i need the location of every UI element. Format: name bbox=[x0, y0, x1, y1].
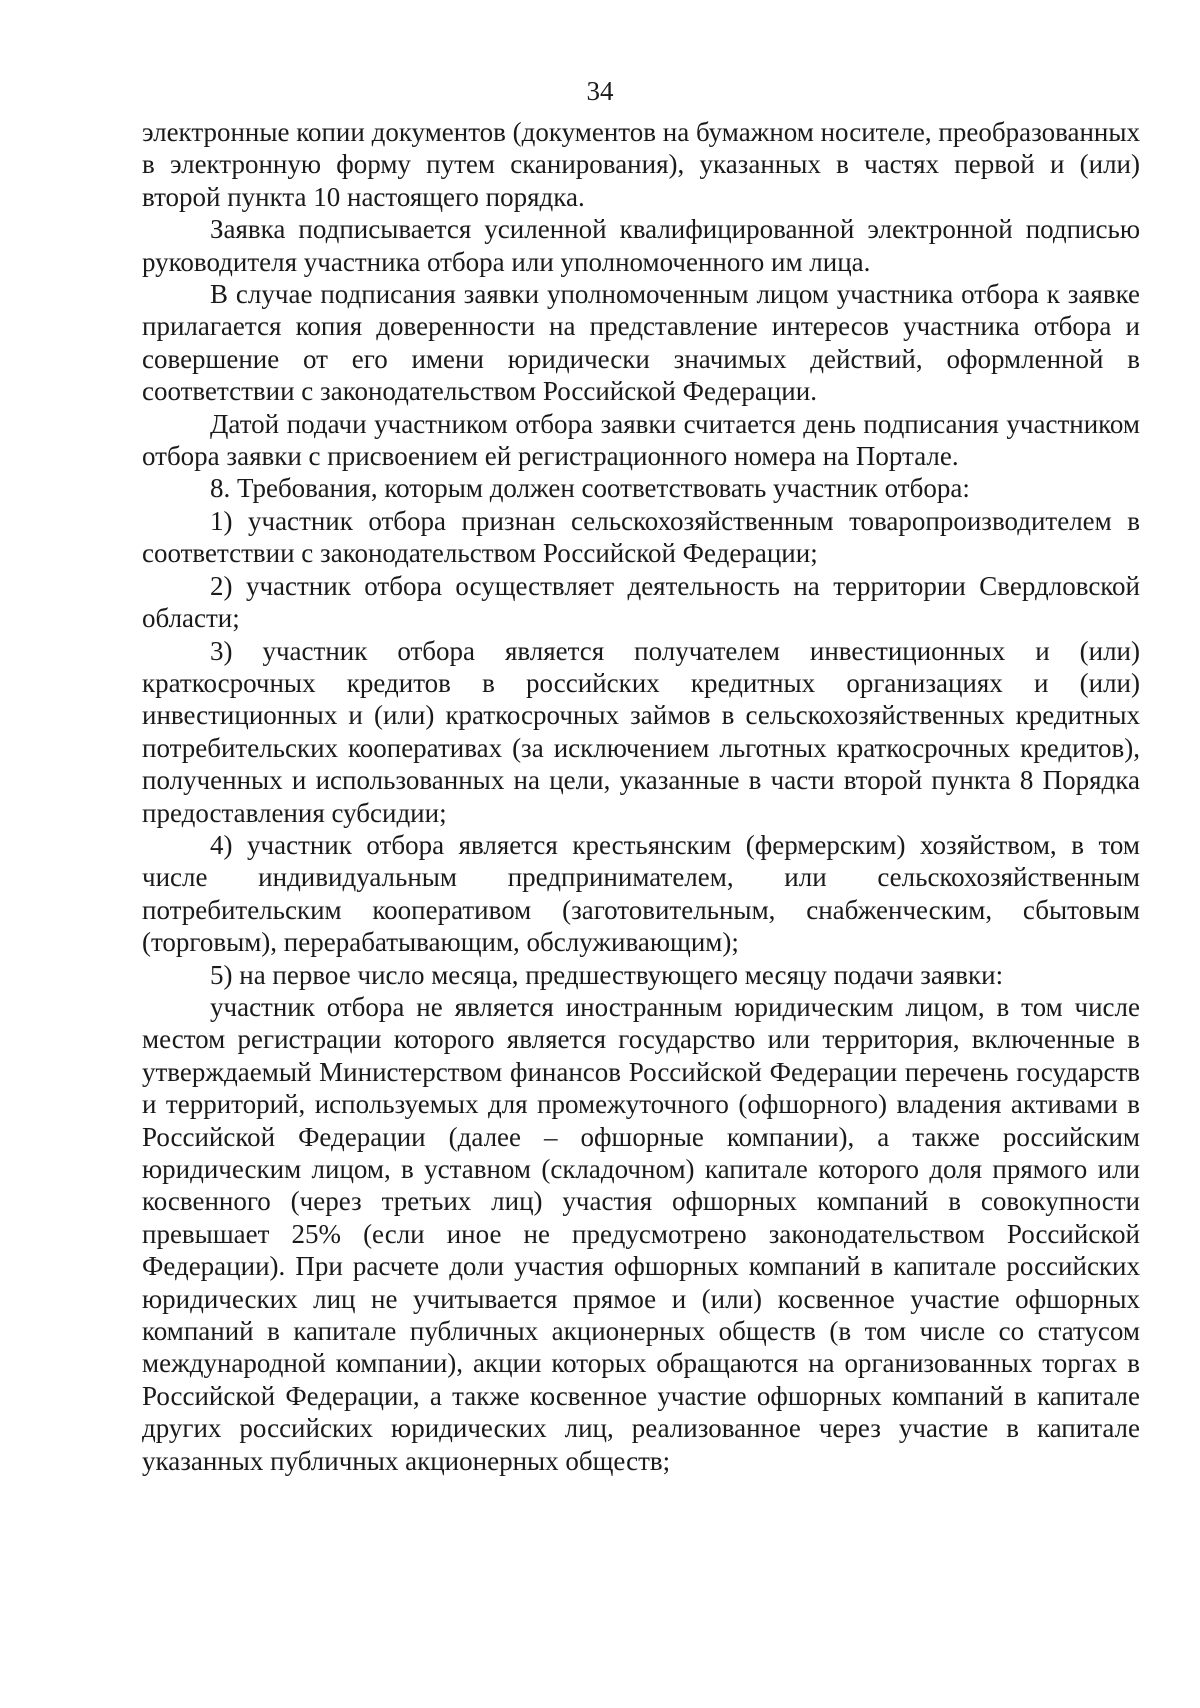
paragraph-section-8-heading: 8. Требования, которым должен соответствовать участник отбора: bbox=[210, 473, 970, 504]
paragraph-submission-date: Датой подачи участником отбора заявки считается день подписания участником отбора заявки с присвоением ей регистрационного номера на Портале. bbox=[142, 408, 1140, 472]
list-item-5: 5) на первое число месяца, предшествующего месяцу подачи заявки: bbox=[210, 959, 1004, 990]
page-number: 34 bbox=[586, 76, 614, 106]
list-item-2: 2) участник отбора осуществляет деятельность на территории Свердловской области; bbox=[142, 570, 1140, 634]
paragraph-offshore-requirement: участник отбора не является иностранным юридическим лицом, в том числе местом регистрации которого является государство или территория, включенные в утверждаемый Министерством финансов Российской Федерации перечень государств и территорий, используемых для промежуточного (офшорного) владения активами в Российской Федерации (далее – офшорные компании), а также российским юридическим лицом, в уставном (складочном) капитале которого доля прямого или косвенного (через третьих лиц) участия офшорных компаний в совокупности превышает 25% (если иное не предусмотрено законодательством Российской Федерации). При расчете доли участия офшорных компаний в капитале российских юридических лиц не учитывается прямое и (или) косвенное участие офшорных компаний в капитале публичных акционерных обществ (в том числе со статусом международной компании), акции которых обращаются на организованных торгах в Российской Федерации, а также косвенное участие офшорных компаний в капитале других российских юридических лиц, реализованное через участие в капитале указанных публичных акционерных обществ; bbox=[142, 991, 1140, 1476]
document-body bbox=[142, 116, 1140, 1477]
paragraph-scanned-copies: электронные копии документов (документов на бумажном носителе, преобразованных в электронную форму путем сканирования), указанных в частях первой и (или) второй пункта 10 настоящего порядка. bbox=[142, 117, 1140, 212]
list-item-3: 3) участник отбора является получателем инвестиционных и (или) краткосрочных кредитов в российских кредитных организациях и (или) инвестиционных и (или) краткосрочных займов в сельскохозяйственных кредитных потребительских кооперативах (за исключением льготных краткосрочных кредитов), полученных и использованных на цели, указанные в части второй пункта 8 Порядка предоставления субсидии; bbox=[142, 635, 1140, 828]
list-item-1: 1) участник отбора признан сельскохозяйственным товаропроизводителем в соответствии с законодательством Российской Федерации; bbox=[142, 505, 1140, 569]
paragraph-power-of-attorney: В случае подписания заявки уполномоченным лицом участника отбора к заявке прилагается копия доверенности на представление интересов участника отбора и совершение от его имени юридически значимых действий, оформленной в соответствии с законодательством Российской Федерации. bbox=[142, 279, 1140, 407]
list-item-4: 4) участник отбора является крестьянским (фермерским) хозяйством, в том числе индивидуальным предпринимателем, или сельскохозяйственным потребительским кооперативом (заготовительным, снабженческим, сбытовым (торговым), перерабатывающим, обслуживающим); bbox=[142, 829, 1140, 958]
paragraph-signature: Заявка подписывается усиленной квалифицированной электронной подписью руководителя участника отбора или уполномоченного им лица. bbox=[142, 214, 1140, 277]
